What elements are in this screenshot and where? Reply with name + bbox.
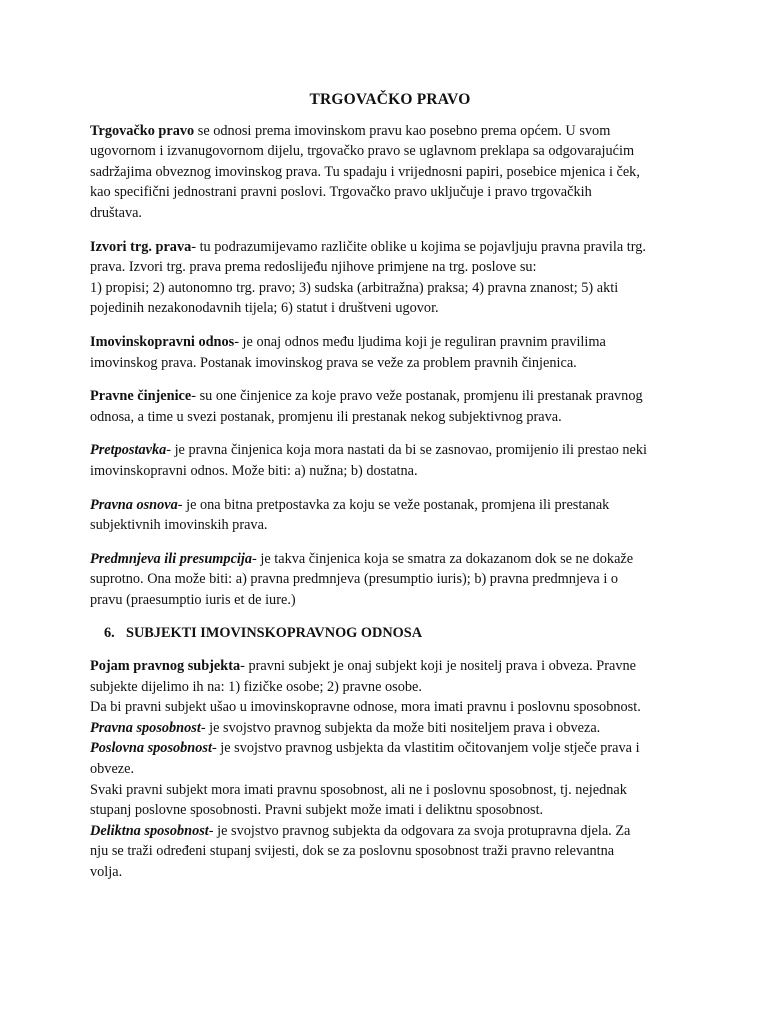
text-span: - je svojstvo pravnog subjekta da može biti nositeljem prava i obveza.: [200, 719, 601, 736]
text-line: suprotno. Ona može biti: a) pravna predmnjeva (presumptio iuris); b) pravna predmnjeva i o: [90, 571, 619, 588]
paragraph-pojam-pravnog-subjekta: [90, 656, 690, 883]
text-line: Svaki pravni subjekt mora imati pravnu sposobnost, ali ne i poslovnu sposobnost, tj. nejednak: [90, 781, 627, 798]
text-span: se odnosi prema imovinskom pravu kao posebno prema općem. U svom: [194, 122, 611, 139]
term-bold: Pojam pravnog subjekta: [90, 658, 241, 675]
section-number: 6.: [104, 625, 115, 642]
text-line: stupanj poslovne sposobnosti. Pravni subjekt može imati i deliktnu sposobnost.: [90, 802, 544, 819]
text-line: sadržajima obveznog imovinskog prava. Tu spadaju i vrijednosni papiri, posebice mjenica i ček,: [90, 163, 640, 180]
text-line: [90, 718, 690, 739]
text-line: subjekte dijelimo ih na: 1) fizičke osobe; 2) pravne osobe.: [90, 678, 422, 695]
text-span: - je svojstvo pravnog subjekta da odgovara za svoja protupravna djela. Za: [208, 822, 631, 839]
section-title: SUBJEKTI IMOVINSKOPRAVNOG ODNOSA: [126, 625, 423, 642]
text-line: [90, 495, 690, 516]
document-page: [90, 90, 690, 896]
text-line: [90, 738, 690, 759]
text-line: nju se traži određeni stupanj svijesti, dok se za poslovnu sposobnost traži pravno relevantna: [90, 843, 615, 860]
text-line: obveze.: [90, 761, 135, 778]
term-bold-italic: Pretpostavka: [90, 442, 167, 459]
text-span: - je svojstvo pravnog usbjekta da vlastitim očitovanjem volje stječe prava i: [211, 740, 640, 757]
text-line: odnosa, a time u svezi postanak, promjenu ili prestanak nekog subjektivnog prava.: [90, 408, 562, 425]
text-line: [90, 440, 690, 461]
term-bold: Izvori trg. prava: [90, 238, 192, 255]
text-line: subjektivnih imovinskih prava.: [90, 517, 268, 534]
document-title: TRGOVAČKO PRAVO: [309, 91, 471, 108]
text-line: [90, 332, 690, 353]
text-line: društava.: [90, 204, 143, 221]
text-line: ugovornom i izvanugovornom dijelu, trgovačko pravo se uglavnom preklapa sa odgovarajućim: [90, 143, 635, 160]
text-line: imovinskog prava. Postanak imovinskog prava se veže za problem pravnih činjenica.: [90, 354, 577, 371]
text-span: - je ona bitna pretpostavka za koju se veže postanak, promjena ili prestanak: [177, 496, 610, 513]
text-span: - su one činjenice za koje pravo veže postanak, promjenu ili prestanak pravnog: [191, 388, 643, 405]
term-bold-italic: Pravna sposobnost: [90, 719, 201, 736]
text-line: [90, 656, 690, 677]
paragraph-pravne-cinjenice: [90, 386, 690, 427]
text-line: volja.: [90, 864, 123, 880]
term-bold-italic: Predmnjeva ili presumpcija: [90, 550, 253, 567]
text-span: - je onaj odnos među ljudima koji je reguliran pravnim pravilima: [234, 333, 606, 350]
paragraph-predmnjeva: [90, 549, 690, 611]
text-span: - je takva činjenica koja se smatra za dokazanom dok se ne dokaže: [252, 550, 634, 567]
text-line: [90, 386, 690, 407]
text-line: [90, 549, 690, 570]
text-line: kao specifični jednostrani pravni poslovi. Trgovačko pravo uključuje i pravo trgovačkih: [90, 184, 592, 201]
text-line: pojedinih nezakonodavnih tijela; 6) statut i društveni ugovor.: [90, 300, 439, 317]
term-bold: Imovinskopravni odnos: [90, 333, 235, 350]
term-bold-italic: Poslovna sposobnost: [90, 740, 212, 757]
term-bold: Trgovačko pravo: [90, 122, 195, 139]
text-line: pravu (praesumptio iuris et de iure.): [90, 591, 296, 608]
text-line: imovinskopravni odnos. Može biti: a) nužna; b) dostatna.: [90, 462, 418, 479]
text-line: [90, 821, 690, 842]
paragraph-trgovacko-pravo: [90, 121, 690, 224]
term-bold-italic: Deliktna sposobnost: [90, 822, 209, 839]
text-line: [90, 237, 690, 258]
paragraph-izvori: [90, 237, 690, 319]
text-span: - je pravna činjenica koja mora nastati da bi se zasnovao, promijenio ili prestao neki: [166, 442, 648, 459]
paragraph-imovinskopravni-odnos: [90, 332, 690, 373]
term-bold-italic: Pravna osnova: [90, 496, 178, 513]
text-span: - tu podrazumijevamo različite oblike u kojima se pojavljuju pravna pravila trg.: [191, 238, 646, 255]
section-heading-subjekti: [104, 623, 690, 644]
text-span: - pravni subjekt je onaj subjekt koji je nositelj prava i obveza. Pravne: [240, 658, 636, 675]
text-line: 1) propisi; 2) autonomno trg. pravo; 3) sudska (arbitražna) praksa; 4) pravna znanost; 5) akti: [90, 279, 619, 296]
text-line: prava. Izvori trg. prava prema redoslijeđu njihove primjene na trg. poslove su:: [90, 259, 537, 276]
paragraph-pretpostavka: [90, 440, 690, 481]
term-bold: Pravne činjenice: [90, 388, 192, 405]
paragraph-pravna-osnova: [90, 495, 690, 536]
text-line: Da bi pravni subjekt ušao u imovinskopravne odnose, mora imati pravnu i poslovnu sposobnost.: [90, 699, 641, 716]
text-line: [90, 121, 690, 142]
